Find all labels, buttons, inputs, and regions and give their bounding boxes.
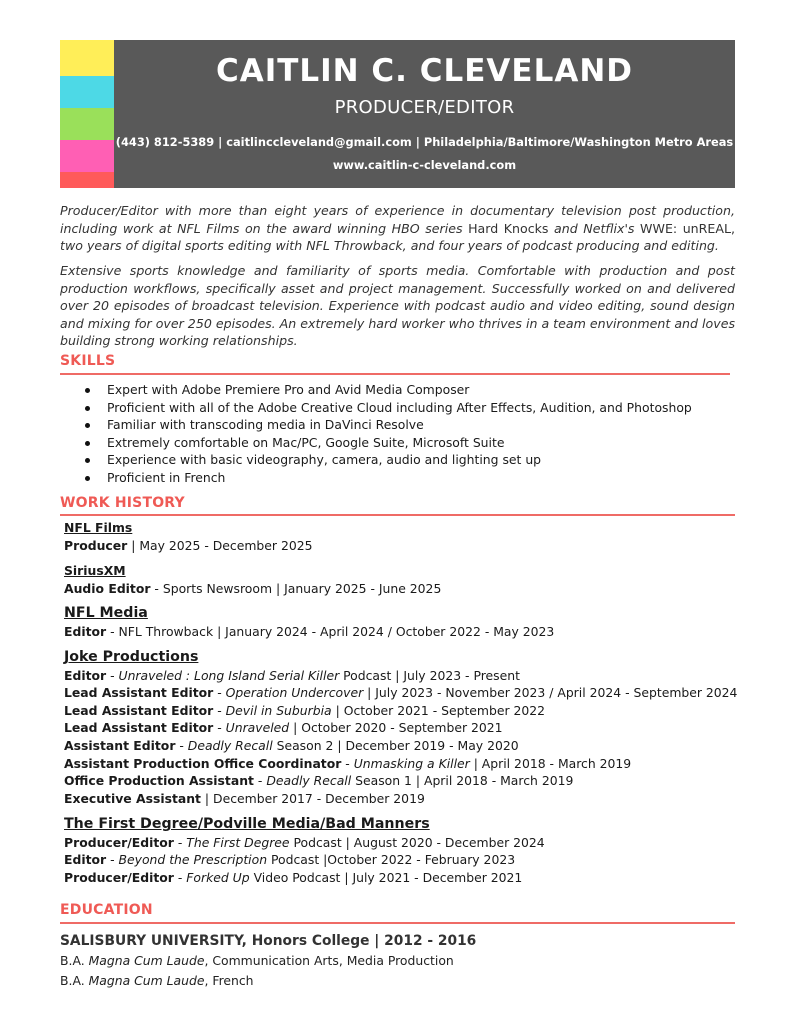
section-title-work-history: WORK HISTORY: [60, 495, 185, 511]
role-dates: - NFL Throwback | January 2024 - April 2024 / October 2022 - May 2023: [106, 623, 555, 639]
role-dates: | July 2023 - November 2023 / April 2024 - September 2024: [363, 685, 738, 701]
role-dates: - Sports Newsroom | January 2025 - June 2025: [150, 580, 442, 596]
role-line: [64, 702, 744, 720]
separator: -: [213, 702, 226, 718]
show-title: Deadly Recall: [266, 773, 352, 789]
list-item: Proficient with all of the Adobe Creative Cloud including After Effects, Audition, and Photoshop: [60, 399, 740, 417]
role-title: Lead Assistant Editor: [64, 702, 214, 718]
degree-line: [60, 971, 740, 991]
role-dates: | October 2021 - September 2022: [331, 702, 546, 718]
role-line: [64, 851, 744, 869]
resume-header: [114, 40, 735, 188]
honors: Magna Cum Laude: [88, 973, 205, 988]
separator: -: [173, 869, 187, 885]
list-item: Expert with Adobe Premiere Pro and Avid Media Composer: [60, 381, 740, 399]
role-dates: Season 1 | April 2018 - March 2019: [351, 773, 574, 789]
role-line: [64, 537, 744, 555]
separator: -: [213, 685, 226, 701]
section-divider: [60, 514, 735, 516]
section-divider: [60, 922, 735, 924]
role-dates: Podcast | July 2023 - Present: [339, 667, 520, 683]
role-title: Office Production Assistant: [64, 773, 254, 789]
candidate-name: CAITLIN C. CLEVELAND: [215, 53, 634, 89]
role-title: Audio Editor: [64, 580, 151, 596]
role-title: Producer: [64, 537, 128, 553]
job-joke-productions: [64, 649, 744, 807]
role-title: Lead Assistant Editor: [64, 720, 214, 736]
candidate-title: PRODUCER/EDITOR: [334, 97, 515, 118]
show-title: Devil in Suburbia: [225, 702, 332, 718]
job-first-degree: [64, 816, 744, 886]
list-item: Experience with basic videography, camera, audio and lighting set up: [60, 451, 740, 469]
role-line: [64, 667, 744, 685]
role-title: Editor: [64, 623, 107, 639]
role-line: [64, 869, 744, 887]
role-title: Editor: [64, 667, 107, 683]
degree-field: , Communication Arts, Media Production: [204, 953, 454, 968]
show-title: Operation Undercover: [225, 685, 364, 701]
job-nfl-films: [64, 519, 744, 554]
separator: -: [106, 852, 119, 868]
job-nfl-media: [64, 605, 744, 640]
role-dates: | April 2018 - March 2019: [469, 755, 632, 771]
show-title: Beyond the Prescription: [118, 852, 268, 868]
color-block-green: [60, 108, 114, 140]
degree-type: B.A.: [60, 973, 89, 988]
summary-text: Producer/Editor with more than eight years of experience in documentary television post production, including work at NFL Films on the award winning HBO series: [60, 203, 735, 236]
color-block-red: [60, 172, 114, 188]
role-dates: Video Podcast | July 2021 - December 2021: [249, 869, 523, 885]
separator: -: [173, 834, 187, 850]
summary-paragraph-1: [60, 202, 735, 255]
list-item: Familiar with transcoding media in DaVinci Resolve: [60, 416, 740, 434]
role-dates: Podcast |October 2022 - February 2023: [267, 852, 516, 868]
list-item: Proficient in French: [60, 469, 740, 487]
role-line: [64, 755, 744, 773]
summary-paragraph-2: Extensive sports knowledge and familiarity of sports media. Comfortable with production and post production workflows, specifically asset and project management. Successfully worked on and delivered over 20 episodes of broadcast television. Experience with podcast audio and video editing, sound design and mixing for over 250 episodes. An extremely hard worker who thrives in a team environment and loves building strong working relationships.: [60, 263, 735, 348]
employer-name: NFL Media: [64, 605, 148, 621]
degree-type: B.A.: [60, 953, 89, 968]
role-line: [64, 684, 744, 702]
contact-line: (443) 812-5389 | caitlinccleveland@gmail.com | Philadelphia/Baltimore/Washington Metro Areas: [115, 135, 734, 149]
role-title: Producer/Editor: [64, 869, 174, 885]
separator: -: [175, 737, 188, 753]
role-line: [64, 834, 744, 852]
separator: -: [213, 720, 226, 736]
role-line: [64, 580, 744, 598]
role-title: Lead Assistant Editor: [64, 685, 214, 701]
separator: -: [341, 755, 354, 771]
education-block: [60, 933, 740, 991]
employer-name: NFL Films: [64, 520, 133, 535]
list-item: Extremely comfortable on Mac/PC, Google Suite, Microsoft Suite: [60, 434, 740, 452]
role-line: [64, 790, 744, 808]
degree-field: , French: [204, 973, 254, 988]
role-dates: | December 2017 - December 2019: [200, 790, 425, 806]
employer-name: The First Degree/Podville Media/Bad Manners: [64, 816, 430, 832]
color-strip: [60, 40, 114, 188]
section-title-education: EDUCATION: [60, 902, 153, 918]
role-title: Editor: [64, 852, 107, 868]
role-dates: | October 2020 - September 2021: [289, 720, 503, 736]
show-title: Deadly Recall: [187, 737, 273, 753]
honors: Magna Cum Laude: [88, 953, 205, 968]
section-divider: [60, 373, 730, 375]
color-block-pink: [60, 140, 114, 172]
degree-line: [60, 951, 740, 971]
color-block-yellow: [60, 40, 114, 76]
summary-show-wwe-unreal: WWE: unREAL,: [640, 220, 736, 236]
show-title: Unraveled: [225, 720, 290, 736]
job-siriusxm: [64, 562, 744, 597]
role-title: Assistant Production Office Coordinator: [64, 755, 342, 771]
role-dates: Season 2 | December 2019 - May 2020: [272, 737, 519, 753]
website-link[interactable]: www.caitlin-c-cleveland.com: [332, 158, 517, 172]
separator: -: [106, 667, 119, 683]
role-line: [64, 772, 744, 790]
skills-list: [60, 381, 740, 487]
show-title: The First Degree: [186, 834, 290, 850]
role-title: Producer/Editor: [64, 834, 174, 850]
role-line: [64, 719, 744, 737]
role-title: Assistant Editor: [64, 737, 176, 753]
role-line: [64, 623, 744, 641]
summary-text: two years of digital sports editing with NFL Throwback, and four years of podcast producing and editing.: [60, 238, 719, 253]
employer-name: SiriusXM: [64, 563, 126, 578]
role-dates: Podcast | August 2020 - December 2024: [289, 834, 545, 850]
separator: -: [253, 773, 267, 789]
role-title: Executive Assistant: [64, 790, 201, 806]
school-name: SALISBURY UNIVERSITY, Honors College | 2012 - 2016: [60, 933, 477, 949]
color-block-cyan: [60, 76, 114, 108]
employer-name: Joke Productions: [64, 649, 199, 665]
role-line: [64, 737, 744, 755]
summary-text: and Netflix's: [548, 220, 641, 236]
role-dates: | May 2025 - December 2025: [127, 537, 313, 553]
show-title: Unraveled : Long Island Serial Killer: [118, 667, 340, 683]
summary-show-hard-knocks: Hard Knocks: [468, 220, 549, 236]
show-title: Unmasking a Killer: [353, 755, 470, 771]
show-title: Forked Up: [186, 869, 250, 885]
section-title-skills: SKILLS: [60, 353, 116, 369]
